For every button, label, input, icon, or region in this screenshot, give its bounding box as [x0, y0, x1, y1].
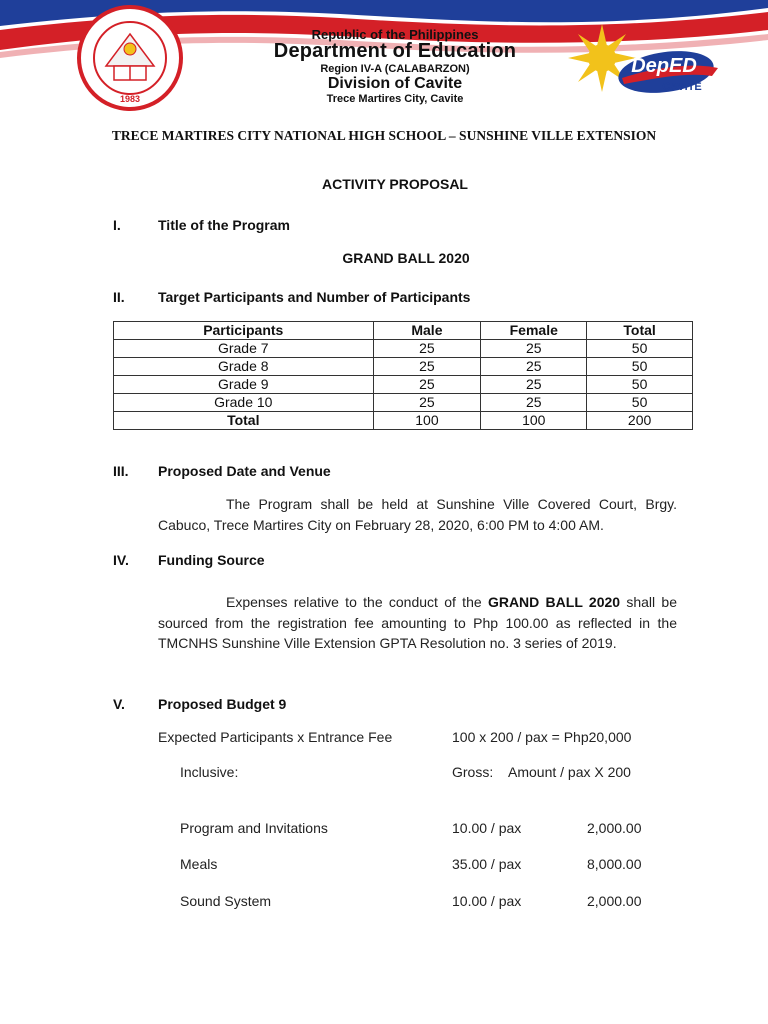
table-cell: Total: [114, 412, 374, 430]
table-header-cell: Participants: [114, 322, 374, 340]
division-name: Division of Cavite: [327, 75, 463, 92]
city-name: Trece Martires City, Cavite: [326, 93, 464, 105]
budget-item-name: Program and Invitations: [180, 820, 328, 836]
expected-participants-label: Expected Participants x Entrance Fee: [158, 729, 393, 745]
document-title: ACTIVITY PROPOSAL: [322, 176, 468, 192]
section-2-title: Target Participants and Number of Participants: [158, 289, 471, 305]
budget-item-per-pax: 10.00 / pax: [452, 893, 522, 909]
participants-table: [113, 321, 693, 430]
deped-cavite-logo-icon: [562, 22, 722, 104]
table-cell: 25: [373, 340, 481, 358]
section-3-title: Proposed Date and Venue: [158, 463, 331, 479]
table-cell: 25: [481, 340, 587, 358]
svg-text:DepED: DepED: [631, 55, 697, 77]
table-cell: Grade 9: [114, 376, 374, 394]
letterhead-banner: [0, 0, 768, 114]
table-header-cell: Female: [481, 322, 587, 340]
table-cell: 100: [373, 412, 481, 430]
section-4-title: Funding Source: [158, 552, 265, 568]
budget-item-name: Meals: [180, 856, 218, 872]
table-cell: 50: [587, 340, 693, 358]
table-row: [114, 376, 693, 394]
table-total-row: [114, 412, 693, 430]
svg-text:1983: 1983: [119, 94, 141, 104]
section-2-number: II.: [113, 289, 125, 305]
table-cell: 25: [481, 376, 587, 394]
budget-item-per-pax: 35.00 / pax: [452, 856, 522, 872]
section-5-title: Proposed Budget 9: [158, 696, 287, 712]
table-cell: 25: [481, 358, 587, 376]
table-cell: 25: [481, 394, 587, 412]
gross-label: Gross:: [452, 764, 494, 780]
section-1-title: Title of the Program: [158, 217, 290, 233]
section-3-number: III.: [113, 463, 129, 479]
table-cell: 25: [373, 358, 481, 376]
table-cell: 25: [373, 394, 481, 412]
table-header-row: [114, 322, 693, 340]
svg-text:CAVITE: CAVITE: [662, 81, 702, 93]
table-cell: 50: [587, 394, 693, 412]
table-cell: 50: [587, 376, 693, 394]
table-row: [114, 358, 693, 376]
school-name: TRECE MARTIRES CITY NATIONAL HIGH SCHOOL – SUNSHINE VILLE EXTENSION: [111, 128, 657, 143]
table-row: [114, 394, 693, 412]
expected-participants-value: 100 x 200 / pax = Php20,000: [452, 729, 632, 745]
section-5-number: V.: [113, 696, 125, 712]
table-cell: Grade 10: [114, 394, 374, 412]
budget-item-amount: 2,000.00: [587, 893, 642, 909]
table-cell: 25: [373, 376, 481, 394]
republic-label: Republic of the Philippines: [311, 27, 479, 42]
budget-item-name: Sound System: [180, 893, 272, 909]
department-name: Department of Education: [273, 40, 517, 62]
table-cell: 200: [587, 412, 693, 430]
table-cell: 50: [587, 358, 693, 376]
budget-item-per-pax: 10.00 / pax: [452, 820, 522, 836]
section-1-number: I.: [113, 217, 121, 233]
school-seal-icon: [74, 4, 186, 112]
table-cell: Grade 8: [114, 358, 374, 376]
table-header-cell: Male: [373, 322, 481, 340]
inclusive-label: Inclusive:: [180, 764, 239, 780]
date-venue-paragraph: The Program shall be held at Sunshine Ville Covered Court, Brgy. Cabuco, Trece Martires City on February 28, 2020, 6:00 PM to 4:00 AM.: [158, 496, 677, 533]
program-name: GRAND BALL 2020: [342, 250, 470, 266]
budget-item-amount: 2,000.00: [587, 820, 642, 836]
table-header-cell: Total: [587, 322, 693, 340]
budget-item-amount: 8,000.00: [587, 856, 642, 872]
table-cell: 100: [481, 412, 587, 430]
gross-value: Amount / pax X 200: [508, 764, 631, 780]
table-cell: Grade 7: [114, 340, 374, 358]
table-row: [114, 340, 693, 358]
funding-paragraph: Expenses relative to the conduct of the GRAND BALL 2020 shall be sourced from the registration fee amounting to Php 100.00 as reflected in the TMCNHS Sunshine Ville Extension GPTA Resolution no. 3 series of 2019.: [158, 594, 677, 651]
region-name: Region IV-A (CALABARZON): [320, 63, 470, 75]
section-4-number: IV.: [113, 552, 129, 568]
